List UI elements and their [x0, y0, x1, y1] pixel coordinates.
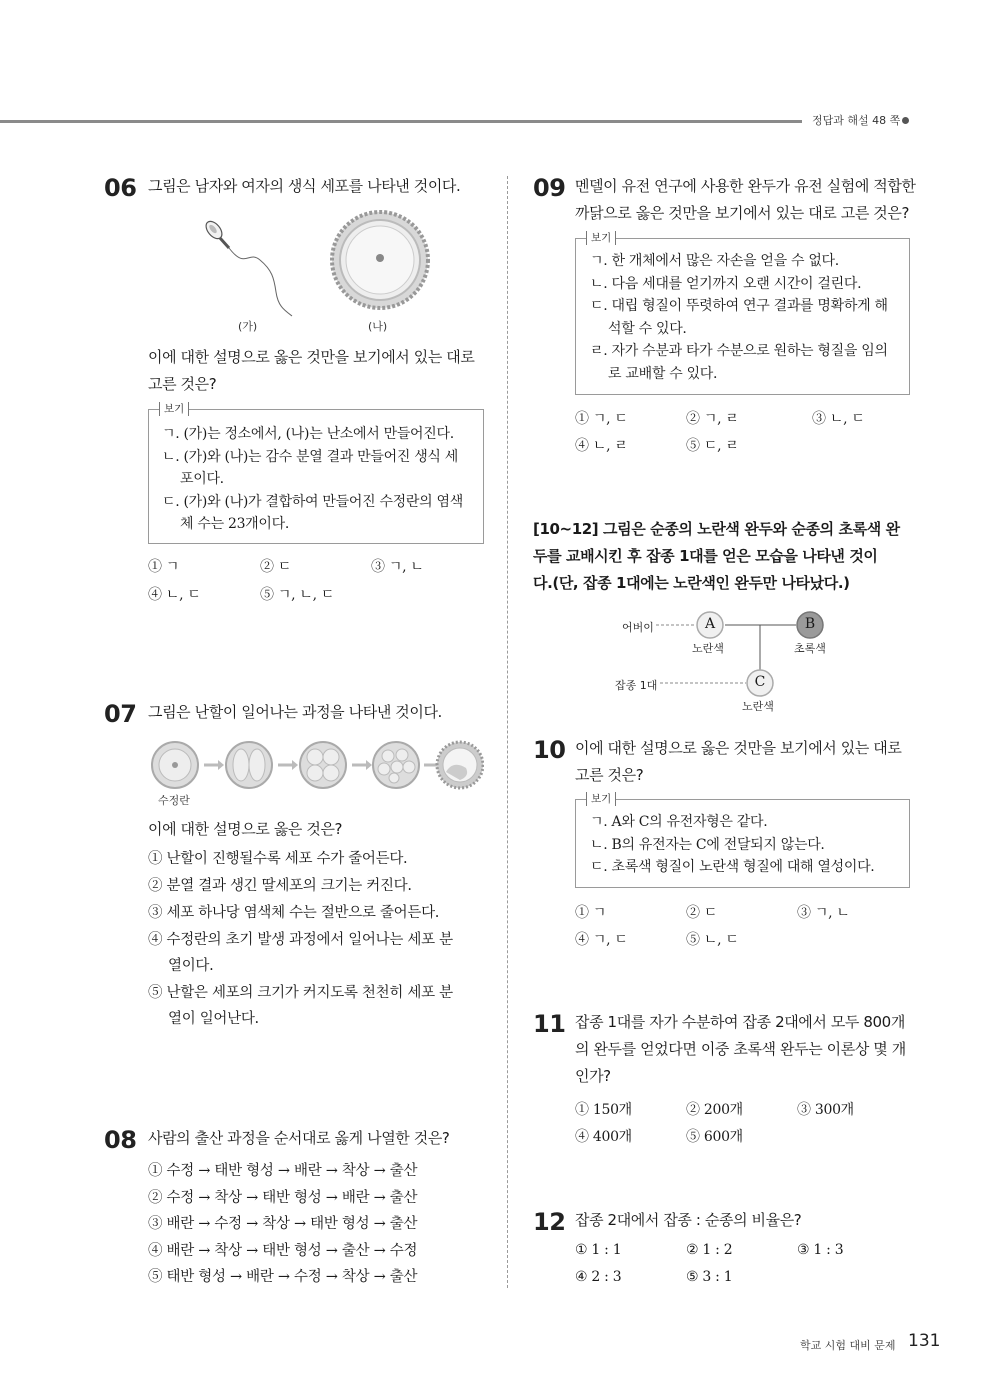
answer-reference: 정답과 해설 48 쪽 — [812, 114, 901, 127]
question-number-07: 07 — [104, 700, 137, 728]
option-2[interactable]: ② 수정 → 착상 → 태반 형성 → 배란 → 출산 — [148, 1190, 418, 1206]
option-3[interactable]: ③ 세포 하나당 염색체 수는 절반으로 줄어든다. — [148, 905, 440, 921]
choice-4[interactable]: ④ ㄴ, ㄹ — [575, 438, 628, 454]
allele-b-label: B — [804, 616, 816, 632]
b-color-label: 초록색 — [794, 642, 826, 655]
choice-1[interactable]: ① 150개 — [575, 1102, 632, 1118]
choice-3[interactable]: ③ ㄱ, ㄴ — [371, 559, 424, 575]
choice-2[interactable]: ② ㄷ — [260, 559, 292, 575]
page-number: 131 — [908, 1331, 941, 1351]
question-09-text-line1: 멘델이 유전 연구에 사용한 완두가 유전 실험에 적합한 — [575, 177, 916, 195]
parent-label: 어버이 — [622, 621, 654, 634]
figure-label-na: (나) — [368, 320, 388, 333]
choice-2[interactable]: ② 1 : 2 — [686, 1242, 733, 1258]
group-intro-line1: [10~12] 그림은 순종의 노란색 완두와 순종의 초록색 완 — [533, 520, 900, 538]
bogi-item: ㄱ. A와 C의 유전자형은 같다. — [590, 814, 768, 830]
option-4[interactable]: ④ 수정란의 초기 발생 과정에서 일어나는 세포 분 — [148, 932, 453, 948]
option-5[interactable]: ⑤ 태반 형성 → 배란 → 수정 → 착상 → 출산 — [148, 1269, 418, 1285]
bogi-item: ㄱ. (가)는 정소에서, (나)는 난소에서 만들어진다. — [162, 426, 454, 442]
option-5[interactable]: ⑤ 난할은 세포의 크기가 커지도록 천천히 세포 분 — [148, 985, 453, 1001]
egg-cell-figure — [330, 208, 430, 312]
allele-a-label: A — [704, 616, 716, 632]
choice-4[interactable]: ④ 2 : 3 — [575, 1269, 622, 1285]
choice-2[interactable]: ② ㄷ — [686, 905, 718, 921]
bogi-box-09 — [575, 232, 910, 395]
choice-5[interactable]: ⑤ 3 : 1 — [686, 1269, 733, 1285]
question-11-text-line1: 잡종 1대를 자가 수분하여 잡종 2대에서 모두 800개 — [575, 1013, 905, 1031]
header-rule — [0, 120, 802, 123]
question-09-text-line2: 까닭으로 옳은 것만을 보기에서 있는 대로 고른 것은? — [575, 204, 910, 222]
option-4[interactable]: ④ 배란 → 착상 → 태반 형성 → 출산 → 수정 — [148, 1243, 418, 1259]
bogi-label: 보기 — [159, 402, 189, 416]
bogi-item: ㄴ. B의 유전자는 C에 전달되지 않는다. — [590, 836, 825, 853]
choice-4[interactable]: ④ 400개 — [575, 1129, 632, 1145]
bogi-item: ㄷ. 대립 형질이 뚜렷하여 연구 결과를 명확하게 해석할 수 있다. — [590, 298, 888, 337]
question-10-text-line2: 고른 것은? — [575, 766, 644, 784]
question-number-12: 12 — [533, 1208, 566, 1236]
choice-5[interactable]: ⑤ 600개 — [686, 1129, 743, 1145]
column-divider — [507, 176, 508, 1288]
bogi-label: 보기 — [586, 792, 616, 806]
question-06-sub-line1: 이에 대한 설명으로 옳은 것만을 보기에서 있는 대로 — [148, 348, 475, 366]
choice-1[interactable]: ① ㄱ, ㄷ — [575, 411, 628, 427]
bogi-item: ㄴ. 다음 세대를 얻기까지 오랜 시간이 걸린다. — [590, 275, 862, 292]
bogi-item: ㄹ. 자가 수분과 타가 수분으로 원하는 형질을 임의로 교배할 수 있다. — [590, 343, 888, 382]
choice-5[interactable]: ⑤ ㄴ, ㄷ — [686, 932, 739, 948]
question-11-text-line2: 의 완두를 얻었다면 이중 초록색 완두는 이론상 몇 개 — [575, 1040, 906, 1058]
question-06-sub-line2: 고른 것은? — [148, 375, 217, 393]
allele-c-label: C — [754, 674, 766, 690]
sperm-cell-figure — [196, 210, 306, 322]
choice-1[interactable]: ① ㄱ — [575, 905, 607, 921]
choice-3[interactable]: ③ ㄱ, ㄴ — [797, 905, 850, 921]
question-07-sub: 이에 대한 설명으로 옳은 것은? — [148, 820, 343, 838]
bogi-item: ㄱ. 한 개체에서 많은 자손을 얻을 수 없다. — [590, 253, 839, 269]
choice-5[interactable]: ⑤ ㄱ, ㄴ, ㄷ — [260, 587, 335, 603]
option-1[interactable]: ① 난할이 진행될수록 세포 수가 줄어든다. — [148, 851, 408, 867]
bogi-box-06 — [148, 403, 484, 544]
question-12-text: 잡종 2대에서 잡종 : 순종의 비율은? — [575, 1211, 802, 1229]
question-number-06: 06 — [104, 174, 137, 202]
question-10-text-line1: 이에 대한 설명으로 옳은 것만을 보기에서 있는 대로 — [575, 739, 902, 757]
option-5-cont: 열이 일어난다. — [168, 1011, 259, 1027]
figure-label-ga: (가) — [238, 320, 258, 333]
a-color-label: 노란색 — [692, 642, 724, 655]
choice-4[interactable]: ④ ㄱ, ㄷ — [575, 932, 628, 948]
choice-5[interactable]: ⑤ ㄷ, ㄹ — [686, 438, 739, 454]
bogi-item: ㄴ. (가)와 (나)는 감수 분열 결과 만들어진 생식 세포이다. — [162, 448, 459, 487]
choice-1[interactable]: ① 1 : 1 — [575, 1242, 622, 1258]
choice-2[interactable]: ② ㄱ, ㄹ — [686, 411, 739, 427]
choice-2[interactable]: ② 200개 — [686, 1102, 743, 1118]
bogi-label: 보기 — [586, 231, 616, 245]
question-06-text: 그림은 남자와 여자의 생식 세포를 나타낸 것이다. — [148, 177, 461, 195]
choice-3[interactable]: ③ 1 : 3 — [797, 1242, 844, 1258]
choice-3[interactable]: ③ ㄴ, ㄷ — [812, 411, 865, 427]
question-number-10: 10 — [533, 736, 566, 764]
choice-4[interactable]: ④ ㄴ, ㄷ — [148, 587, 201, 603]
group-intro-line3: 다.(단, 잡종 1대에는 노란색인 완두만 나타났다.) — [533, 574, 850, 592]
bogi-item: ㄷ. 초록색 형질이 노란색 형질에 대해 열성이다. — [590, 859, 875, 875]
bogi-box-10 — [575, 793, 910, 888]
question-11-text-line3: 인가? — [575, 1067, 611, 1085]
question-08-text: 사람의 출산 과정을 순서대로 옳게 나열한 것은? — [148, 1129, 450, 1147]
figure-label-zygote: 수정란 — [158, 794, 190, 807]
choice-1[interactable]: ① ㄱ — [148, 559, 180, 575]
question-07-text: 그림은 난할이 일어나는 과정을 나타낸 것이다. — [148, 703, 442, 721]
header-dot — [902, 117, 909, 124]
group-intro-line2: 두를 교배시킨 후 잡종 1대를 얻은 모습을 나타낸 것이 — [533, 547, 878, 565]
footer-section-title: 학교 시험 대비 문제 — [800, 1339, 896, 1352]
question-number-11: 11 — [533, 1010, 566, 1038]
bogi-item: ㄷ. (가)와 (나)가 결합하여 만들어진 수정란의 염색체 수는 23개이다. — [162, 493, 463, 532]
option-2[interactable]: ② 분열 결과 생긴 딸세포의 크기는 커진다. — [148, 878, 412, 894]
f1-label: 잡종 1대 — [615, 679, 658, 692]
choice-3[interactable]: ③ 300개 — [797, 1102, 854, 1118]
question-number-09: 09 — [533, 174, 566, 202]
c-color-label: 노란색 — [742, 700, 774, 713]
option-1[interactable]: ① 수정 → 태반 형성 → 배란 → 착상 → 출산 — [148, 1163, 418, 1179]
option-4-cont: 열이다. — [168, 958, 214, 974]
option-3[interactable]: ③ 배란 → 수정 → 착상 → 태반 형성 → 출산 — [148, 1216, 418, 1232]
cleavage-figure — [148, 740, 484, 790]
question-number-08: 08 — [104, 1126, 137, 1154]
